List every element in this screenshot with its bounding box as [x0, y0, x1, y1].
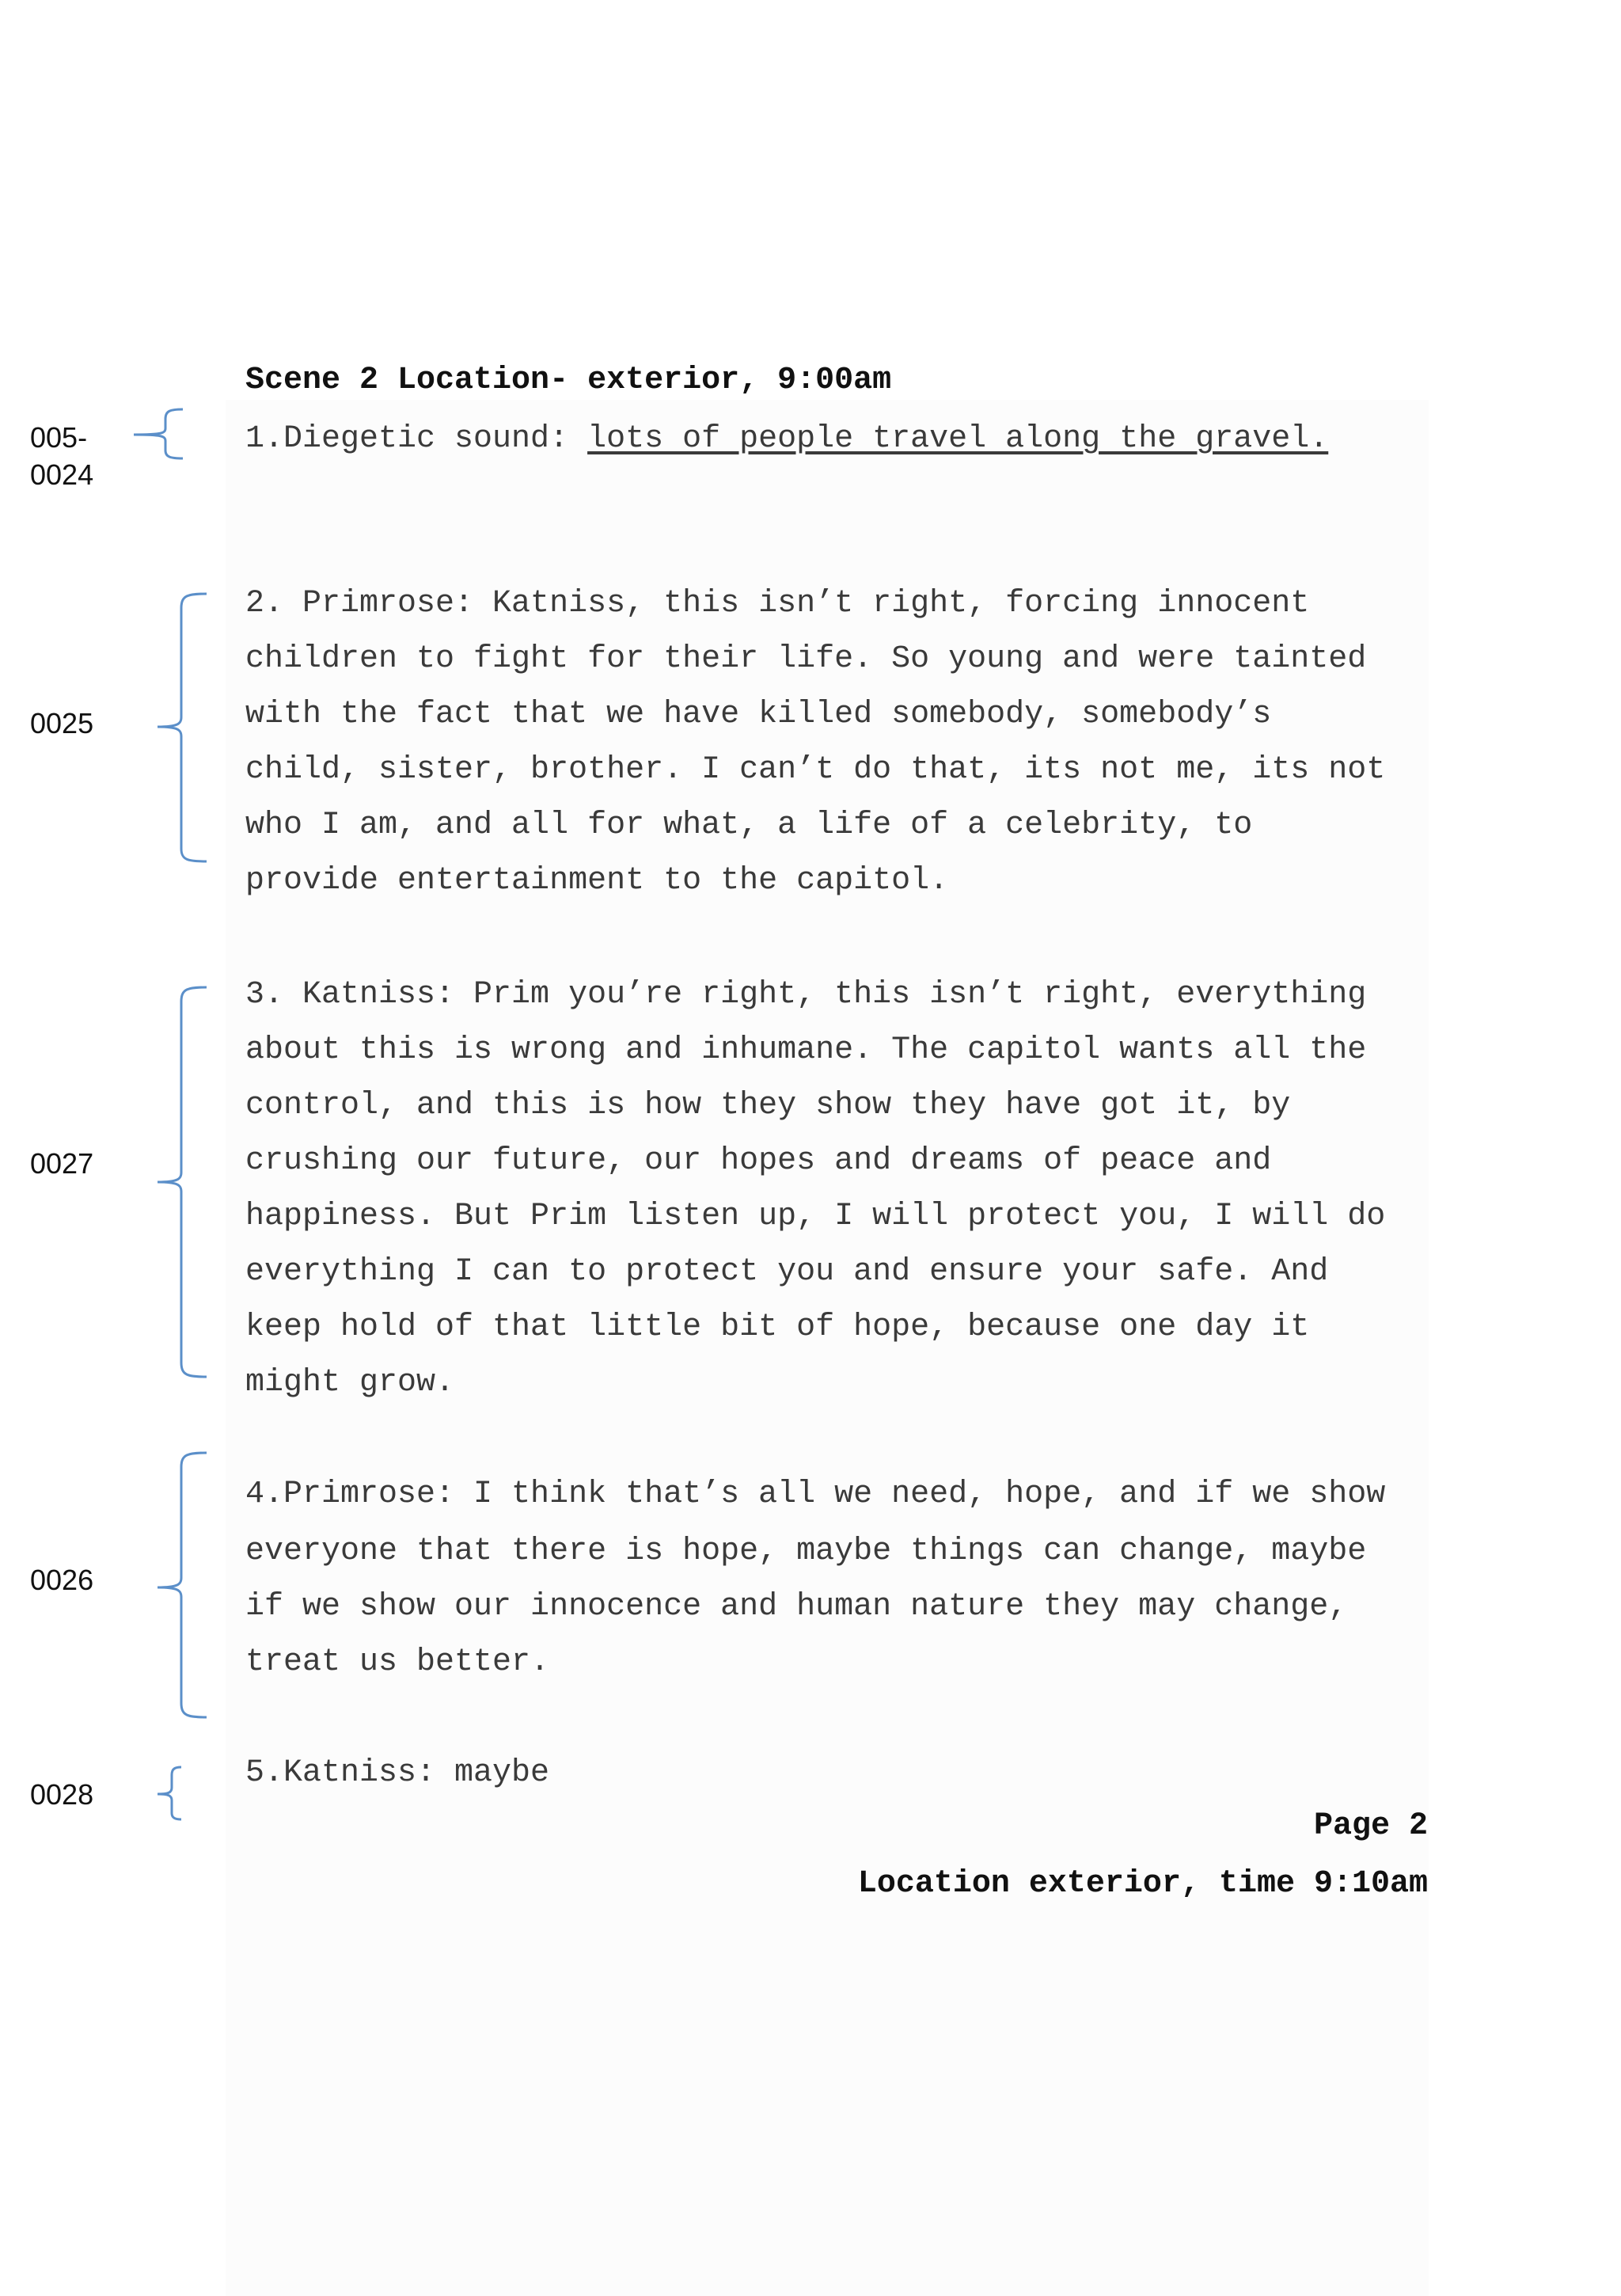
script-line: 2. Primrose: Katniss, this isn’t right, forcing innocent — [245, 586, 1310, 622]
page-number: Page 2 — [1313, 1808, 1428, 1844]
next-location-heading: Location exterior, time 9:10am — [857, 1866, 1428, 1902]
curly-bracket-icon — [154, 986, 210, 1382]
scene-heading: Scene 2 Location- exterior, 9:00am — [245, 363, 892, 398]
script-line: child, sister, brother. I can’t do that, its not me, its not — [245, 752, 1386, 788]
script-line: might grow. — [245, 1365, 455, 1401]
script-line: treat us better. — [245, 1644, 550, 1680]
script-line: 5.Katniss: maybe — [245, 1755, 550, 1791]
underlined-text: lots of people travel along the gravel. — [587, 421, 1329, 457]
script-line: happiness. But Prim listen up, I will protect you, I will do — [245, 1199, 1386, 1234]
script-line: 4.Primrose: I think that’s all we need, hope, and if we show — [245, 1477, 1386, 1512]
timecode-label-2: 0025 — [30, 707, 94, 739]
script-line: 3. Katniss: Prim you’re right, this isn’t right, everything — [245, 977, 1367, 1013]
curly-bracket-icon — [154, 1766, 194, 1823]
script-line: children to fight for their life. So young and were tainted — [245, 641, 1367, 677]
script-line: about this is wrong and inhumane. The capitol wants all the — [245, 1032, 1367, 1068]
timecode-label-4: 0026 — [30, 1564, 94, 1596]
curly-bracket-icon — [154, 592, 210, 865]
timecode-label-3: 0027 — [30, 1147, 94, 1180]
script-line: with the fact that we have killed somebody, somebody’s — [245, 697, 1272, 732]
script-line: control, and this is how they show they have got it, by — [245, 1088, 1291, 1123]
script-line: who I am, and all for what, a life of a celebrity, to — [245, 808, 1253, 843]
curly-bracket-icon — [131, 408, 186, 463]
script-line: if we show our innocence and human nature they may change, — [245, 1589, 1348, 1625]
script-line-1 — [245, 412, 1328, 467]
script-line: provide entertainment to the capitol. — [245, 863, 949, 899]
script-line: crushing our future, our hopes and dreams of peace and — [245, 1143, 1272, 1179]
curly-bracket-icon — [154, 1451, 210, 1722]
timecode-label-1a: 005- — [30, 421, 88, 454]
script-line: everything I can to protect you and ensure your safe. And — [245, 1254, 1329, 1290]
timecode-label-1b: 0024 — [30, 458, 94, 491]
line-prefix: 1.Diegetic sound: — [245, 421, 588, 457]
script-line: keep hold of that little bit of hope, because one day it — [245, 1310, 1310, 1345]
script-line: everyone that there is hope, maybe things can change, maybe — [245, 1534, 1367, 1569]
timecode-label-5: 0028 — [30, 1778, 94, 1811]
